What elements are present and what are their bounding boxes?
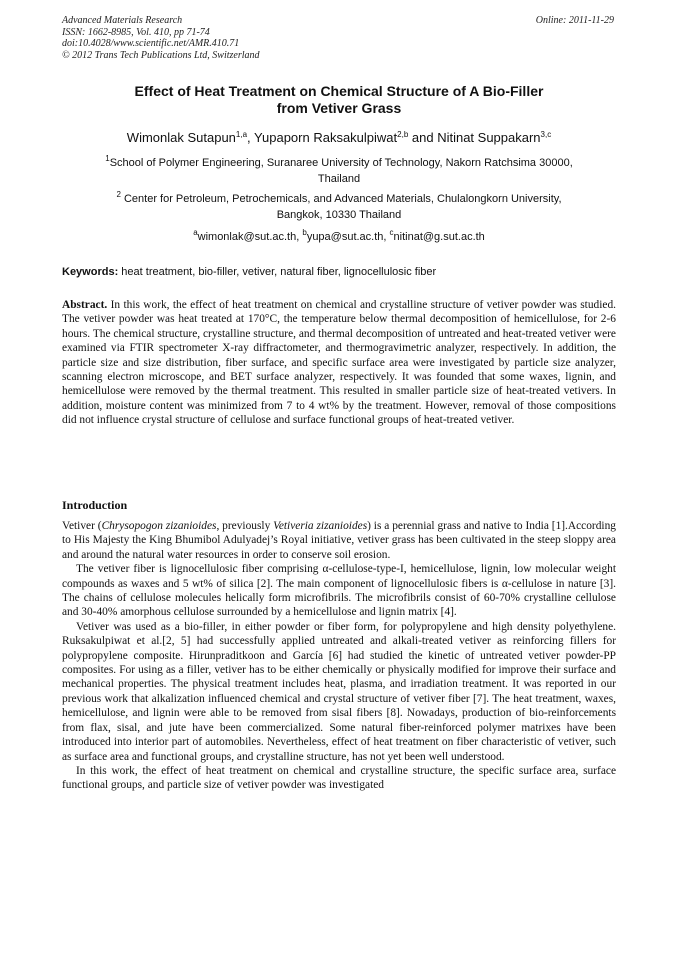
affiliation-text: Thailand [317,173,361,185]
copyright-line: © 2012 Trans Tech Publications Ltd, Switzerland [62,49,260,61]
issn-line: ISSN: 1662-8985, Vol. 410, pp 71-74 [62,26,210,38]
paper-title [62,83,616,117]
paragraph-text: ) is a perennial grass and native to India [1].According to His Majesty the King Bhumibol Adulyadej’s Royal initiative, vetiver grass has been cultivated in the steep sloppy area and around the natural water resources in order to conserve soil erosion. [62,520,616,561]
affiliation-superscript: 2 [116,190,121,199]
author-name: Nitinat Suppakarn [437,130,541,145]
title-line-2: from Vetiver Grass [276,100,402,116]
section-heading-introduction: Introduction [62,498,128,512]
email-superscript: a [193,228,198,237]
affiliation-superscript: 1 [105,154,110,163]
abstract-label: Abstract. [62,299,108,311]
email-link[interactable]: wimonlak@sut.ac.th, [197,231,303,243]
paragraph [62,519,616,562]
affiliation-2 [62,191,616,223]
introduction-body [62,519,616,793]
author-superscript: 1,a [235,130,248,139]
affiliation-text: School of Polymer Engineering, Suranaree University of Technology, Nakorn Ratchsima 30000, [109,157,573,169]
paragraph-text: Vetiver ( [62,520,102,532]
journal-name: Advanced Materials Research [62,15,183,26]
affiliation-1 [62,155,616,187]
paragraph-text: , previously [216,520,274,532]
abstract-text: In this work, the effect of heat treatment on chemical and crystalline structure of vetiver powder was studied. The vetiver powder was heat treated at 170°C, the temperature below thermal decomposition of hemicellulose, for 2-6 hours. The chemical structure, crystalline structure, and thermal decomposition of untreated and heat-treated vetiver were examined via FTIR spectrometer X-ray diffractometer, and thermogravimetric analyzer, respectively. In addition, the particle size and size distribution, fiber surface, and specific surface area were investigated by particle size analyzer, scanning electron microscope, and BET surface analyzer, respectively. It was founded that some waxes, lignin, and hemicellulose were removed by the thermal treatment. This resulted in smaller particle size of heat-treated vetivers. In addition, moisture content was minimized from 7 to 4 wt% by the treatment. However, removal of those compositions did not influence crystal structure of cellulose and surface functional groups of heat-treated vetiver. [62,299,616,427]
title-line-1: Effect of Heat Treatment on Chemical Structure of A Bio-Filler [134,83,544,99]
species-name: Chrysopogon zizanioides [101,520,217,532]
journal-meta [62,15,260,61]
affiliation-text: Center for Petroleum, Petrochemicals, and Advanced Materials, Chulalongkorn University, [120,193,562,205]
paragraph: Vetiver was used as a bio-filler, in either powder or fiber form, for polypropylene and high density polyethylene. Ruksakulpiwat et al.[2, 5] had successfully applied untreated and alkali-treated vetiver as reinforcing fillers for polypropylene composite. Hirunpraditkoon and García [6] had studied the kinetic of untreated vetiver powder-PP composites. For using as a filler, vetiver has to be either chemically or physically modified for improve their surface and mechanical properties. The physical treatment includes heat, plasma, and irradiation treatment. It was reported in our previous work that alkalization influenced chemical and crystal structure of vetiver fiber [7]. The heat treatment, waxes, hemicellulose, and lignin were able to be removed from sisal fibers [8]. Nowadays, production of bio-reinforcements from flax, sisal, and jute have been commercialized. Some natural fiber-reinforced polymer matrixes have been introduced into interior part of automobiles. Nevertheless, effect of heat treatment on fiber characteristic of vetiver, such as surface area and functional groups, and crystalline structure, has not yet been well understood. [62,620,616,763]
doi-line: doi:10.4028/www.scientific.net/AMR.410.71 [62,38,240,49]
email-link[interactable]: nitinat@g.sut.ac.th [393,231,485,243]
author-name: Yupaporn Raksakulpiwat [254,130,398,145]
author-emails [62,229,616,245]
email-superscript: c [389,228,394,237]
affiliation-text: Bangkok, 10330 Thailand [276,209,402,221]
online-date: Online: 2011-11-29 [535,15,614,26]
author-superscript: 3,c [540,130,552,139]
keywords [62,265,616,279]
author-list [62,130,616,146]
keywords-label: Keywords: [62,266,119,278]
author-separator: and [408,130,438,145]
author-separator: , [247,130,255,145]
email-link[interactable]: yupa@sut.ac.th, [306,231,390,243]
author-superscript: 2,b [397,130,409,139]
species-name: Vetiveria zizanioides [273,520,368,532]
author-name: Wimonlak Sutapun [126,130,236,145]
keywords-text: heat treatment, bio-filler, vetiver, natural fiber, lignocellulosic fiber [118,266,437,278]
paragraph: In this work, the effect of heat treatment on chemical and crystalline structure, the specific surface area, surface functional groups, and particle size of vetiver powder was investigated [62,764,616,792]
email-superscript: b [302,228,307,237]
paragraph: The vetiver fiber is lignocellulosic fiber comprising α-cellulose-type-I, hemicellulose, lignin, low molecular weight compounds as waxes and 5 wt% of silica [2]. The main component of lignocellulosic fibers is α-cellulose in nature [3]. The chains of cellulose molecules helically form microfibrils. The microfibrils consist of 60-70% crystalline cellulose and 30-40% amorphous cellulose surrounded by a hemicellulose and lignin matrix [4]. [62,563,616,619]
abstract [62,298,616,428]
